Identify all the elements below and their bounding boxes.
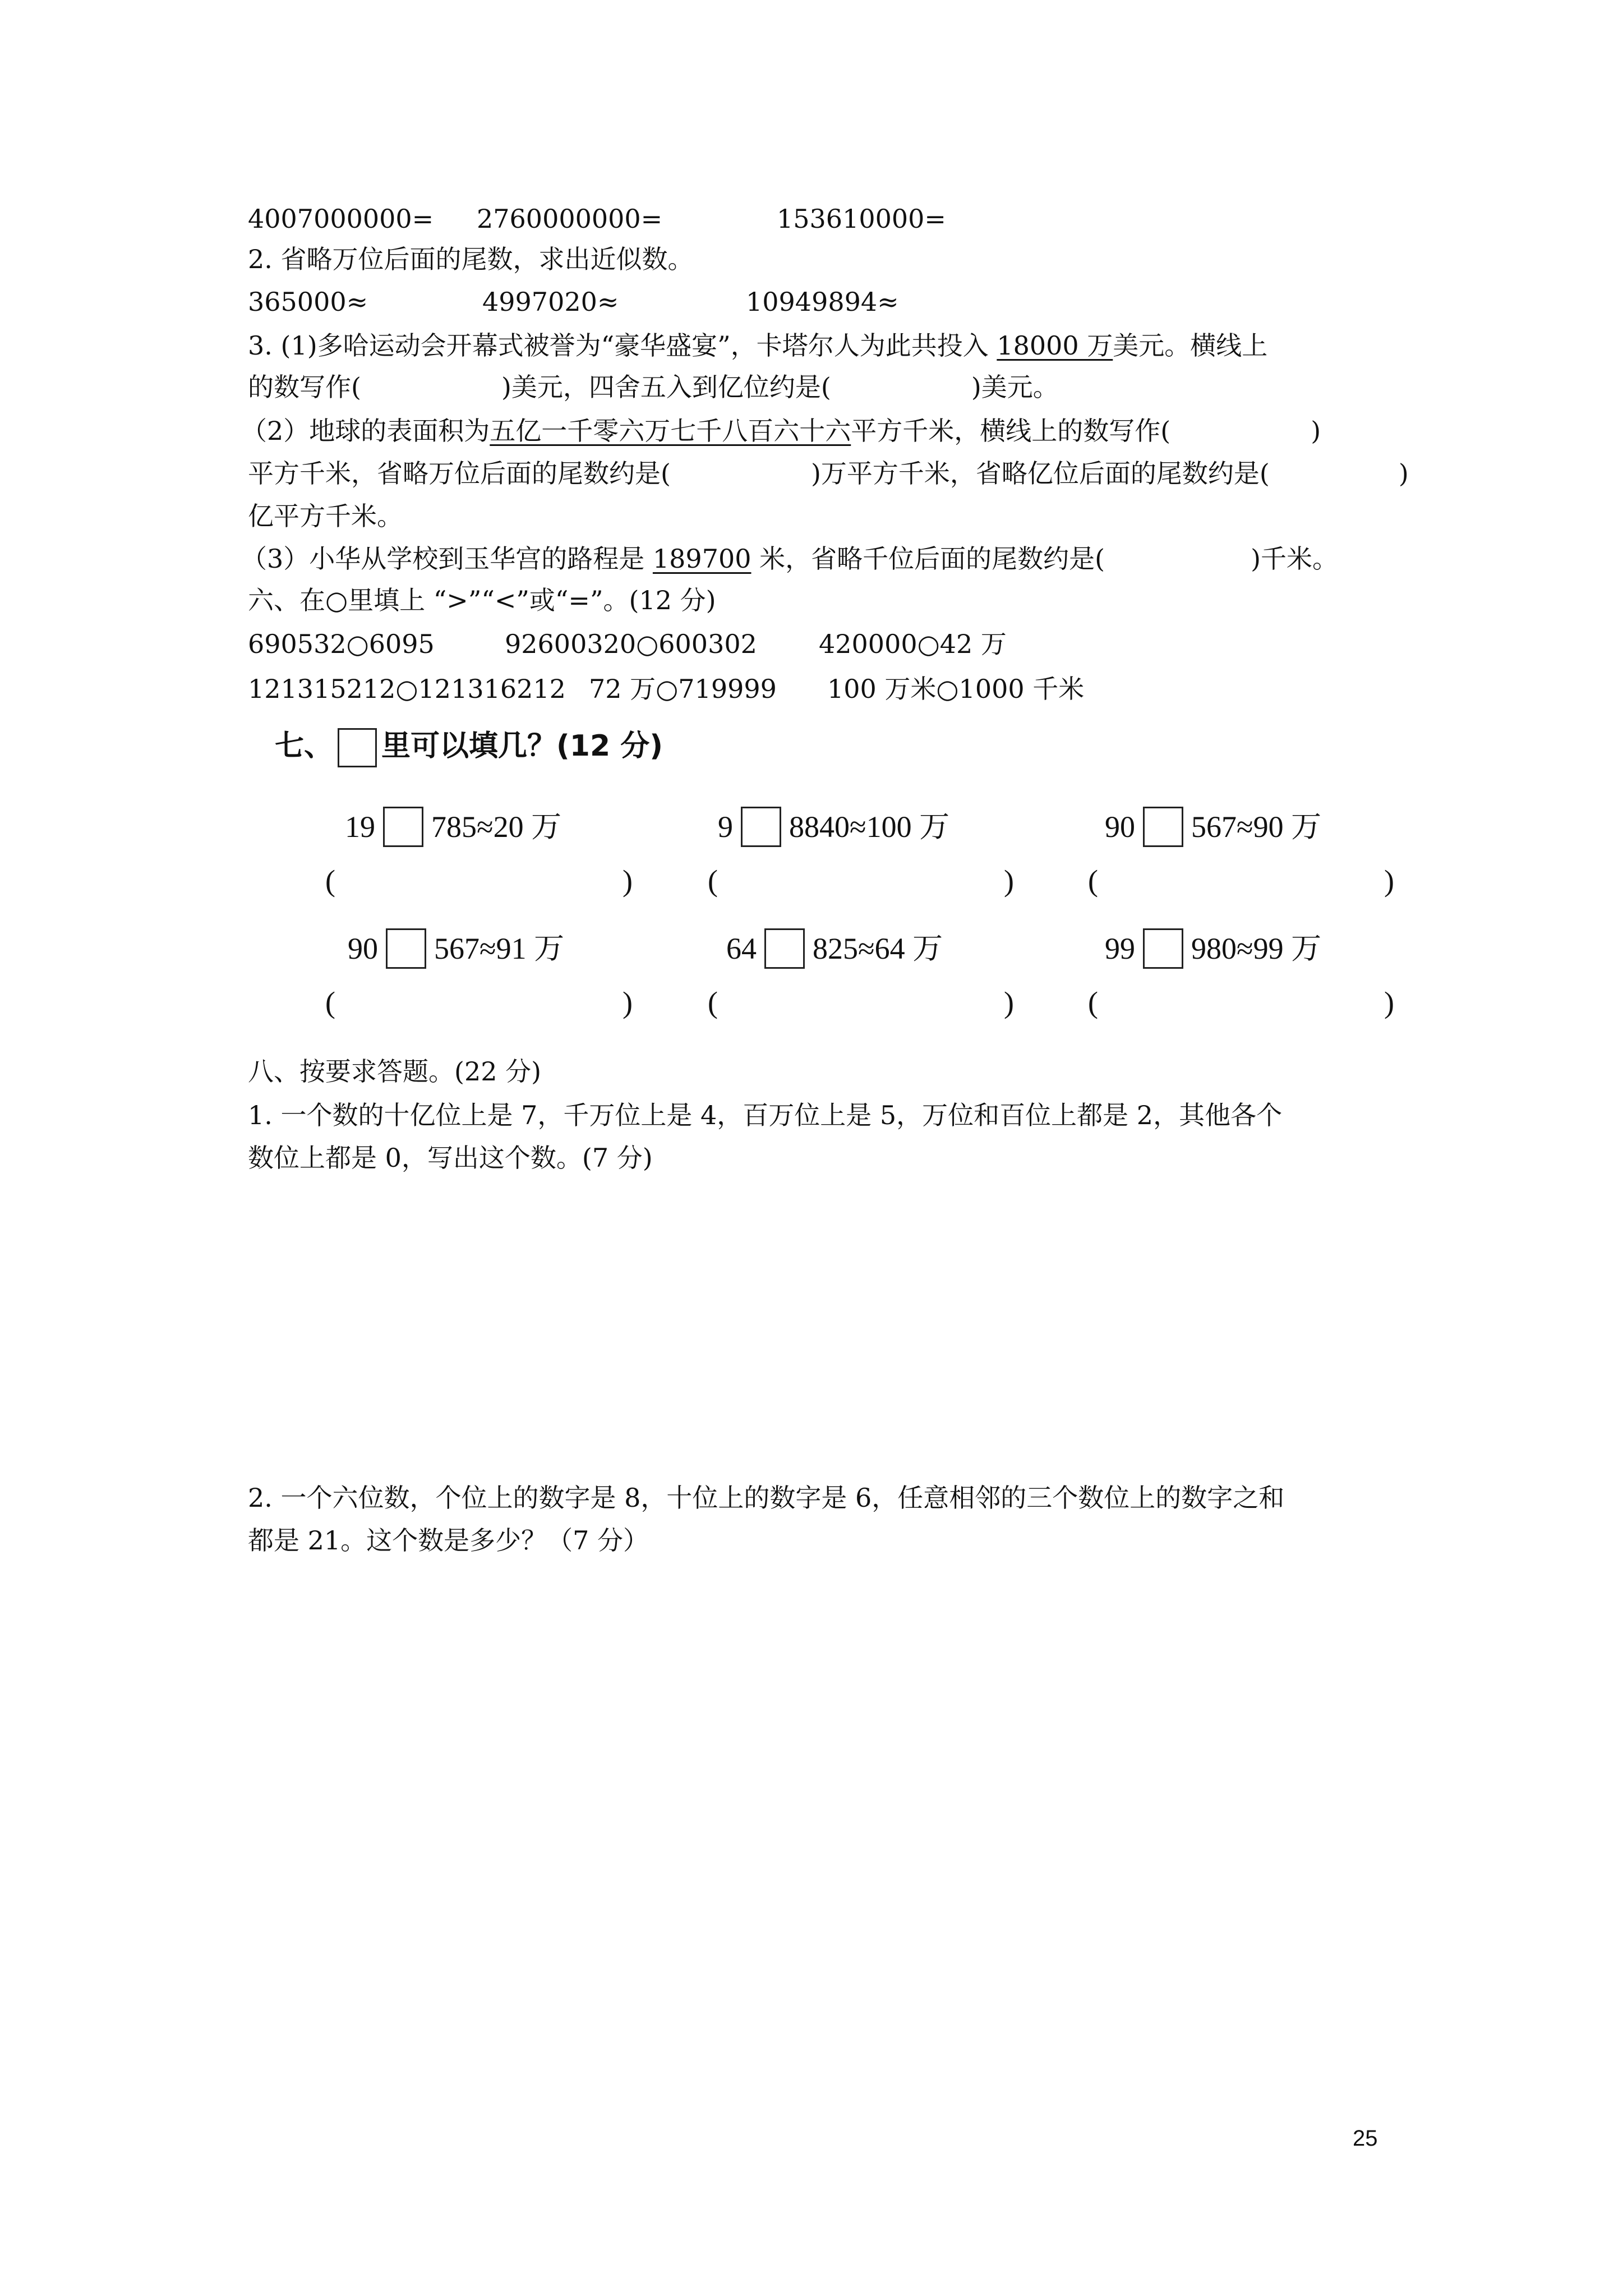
- sec6-r1-a: 690532○6095: [248, 629, 435, 659]
- sec7-item-2: [718, 807, 949, 847]
- sec6-r2-c: 100 万米○1000 千米: [827, 674, 1085, 704]
- item-5-left: 64: [726, 932, 757, 965]
- paren-open: (: [708, 864, 718, 898]
- q3-p2-l1-c: ): [1311, 416, 1321, 446]
- sec6-r1-b: 92600320○600302: [505, 629, 757, 659]
- paren-close: ): [1004, 986, 1014, 1019]
- q3-p3-a: （3）小华从学校到玉华宫的路程是: [241, 544, 653, 574]
- paren-open: (: [708, 986, 718, 1019]
- sec7-item-4: [348, 928, 564, 969]
- sec7-title-box: [338, 728, 377, 767]
- item-3-right: 567≈90 万: [1191, 810, 1322, 844]
- q3-p2-l1-a: （2）地球的表面积为: [241, 416, 490, 446]
- item-6-right: 980≈99 万: [1191, 932, 1322, 965]
- q3-p1-l2-c: )美元。: [971, 372, 1059, 402]
- q3-p3-underlined: 189700: [652, 544, 751, 574]
- q3-part2-line3: 亿平方千米。: [248, 501, 403, 531]
- sec7-title: [275, 726, 663, 767]
- paren-close: ): [1384, 986, 1394, 1019]
- q3-p1-text-b: 美元。横线上: [1113, 330, 1268, 361]
- conversion-b: 2760000000=: [477, 204, 663, 234]
- sec7-title-b: 里可以填几？(12 分): [381, 729, 663, 763]
- paren-close: ): [623, 864, 633, 898]
- fill-box[interactable]: [741, 807, 781, 847]
- paren-open: (: [325, 864, 335, 898]
- paren-close: ): [1004, 864, 1014, 898]
- fill-box[interactable]: [764, 928, 805, 969]
- q2-a: 365000≈: [248, 287, 368, 317]
- q3-p2-l1-b: 平方千米，横线上的数写作(: [851, 416, 1171, 446]
- q3-part1-line1: [248, 329, 1267, 362]
- q3-p3-b: 米，省略千位后面的尾数约是(: [751, 544, 1105, 574]
- sec6-r1-c: 420000○42 万: [819, 629, 1007, 659]
- q3-part2-line2: [248, 457, 1409, 490]
- item-2-left: 9: [718, 810, 733, 844]
- q3-p2-l2-c: ): [1398, 458, 1409, 489]
- q3-p2-l2-b: )万平方千米，省略亿位后面的尾数约是(: [810, 458, 1270, 489]
- q3-part1-line2: [248, 370, 1059, 404]
- q3-p1-text-a: 3. (1)多哈运动会开幕式被誉为“豪华盛宴”，卡塔尔人为此共投入: [248, 330, 997, 361]
- q3-p2-underlined: 五亿一千零六万七千八百六十六: [490, 416, 851, 446]
- sec7-item-5: [726, 928, 943, 969]
- sec8-q1-line2: 数位上都是 0，写出这个数。(7 分): [248, 1143, 653, 1173]
- conversion-c: 153610000=: [777, 204, 946, 234]
- q3-p2-l2-a: 平方千米，省略万位后面的尾数约是(: [248, 458, 671, 489]
- q3-p1-l2-a: 的数写作(: [248, 372, 361, 402]
- q3-part3: [241, 542, 1338, 576]
- item-5-right: 825≈64 万: [813, 932, 943, 965]
- paren-close: ): [1384, 864, 1394, 898]
- fill-box[interactable]: [383, 807, 423, 847]
- q3-p1-l2-b: )美元，四舍五入到亿位约是(: [501, 372, 831, 402]
- sec7-item-3: [1105, 807, 1321, 847]
- q3-p3-c: )千米。: [1251, 544, 1339, 574]
- sec6-title: 六、在○里填上 “>”“<”或“=”。(12 分): [248, 585, 716, 615]
- sec8-title: 八、按要求答题。(22 分): [248, 1056, 542, 1087]
- q2-c: 10949894≈: [746, 287, 899, 317]
- q2-b: 4997020≈: [482, 287, 619, 317]
- sec8-q2-line2: 都是 21。这个数是多少？（7 分）: [248, 1525, 649, 1556]
- item-2-right: 8840≈100 万: [789, 810, 950, 844]
- sec7-item-6: [1105, 928, 1321, 969]
- conversion-a: 4007000000=: [248, 204, 434, 234]
- q2-title: 2. 省略万位后面的尾数，求出近似数。: [248, 244, 694, 274]
- q3-part2-line1: [241, 414, 1321, 448]
- paren-open: (: [325, 986, 335, 1019]
- fill-box[interactable]: [1143, 928, 1183, 969]
- sec7-item-1: [345, 807, 561, 847]
- paren-open: (: [1088, 986, 1098, 1019]
- paren-open: (: [1088, 864, 1098, 898]
- item-4-left: 90: [348, 932, 378, 965]
- sec7-title-a: 七、: [275, 729, 334, 763]
- paren-close: ): [623, 986, 633, 1019]
- item-1-right: 785≈20 万: [431, 810, 562, 844]
- sec6-r2-b: 72 万○719999: [589, 674, 777, 704]
- sec8-q1-line1: 1. 一个数的十亿位上是 7，千万位上是 4，百万位上是 5，万位和百位上都是 2，其他各个: [248, 1100, 1283, 1130]
- page-number: 25: [1353, 2126, 1378, 2151]
- fill-box[interactable]: [1143, 807, 1183, 847]
- sec8-q2-line1: 2. 一个六位数，个位上的数字是 8，十位上的数字是 6，任意相邻的三个数位上的数字之和: [248, 1483, 1285, 1513]
- item-3-left: 90: [1105, 810, 1135, 844]
- q3-p1-underlined: 18000 万: [997, 330, 1113, 361]
- sec6-r2-a: 121315212○121316212: [248, 674, 566, 704]
- item-1-left: 19: [345, 810, 375, 844]
- fill-box[interactable]: [386, 928, 426, 969]
- item-4-right: 567≈91 万: [434, 932, 565, 965]
- item-6-left: 99: [1105, 932, 1135, 965]
